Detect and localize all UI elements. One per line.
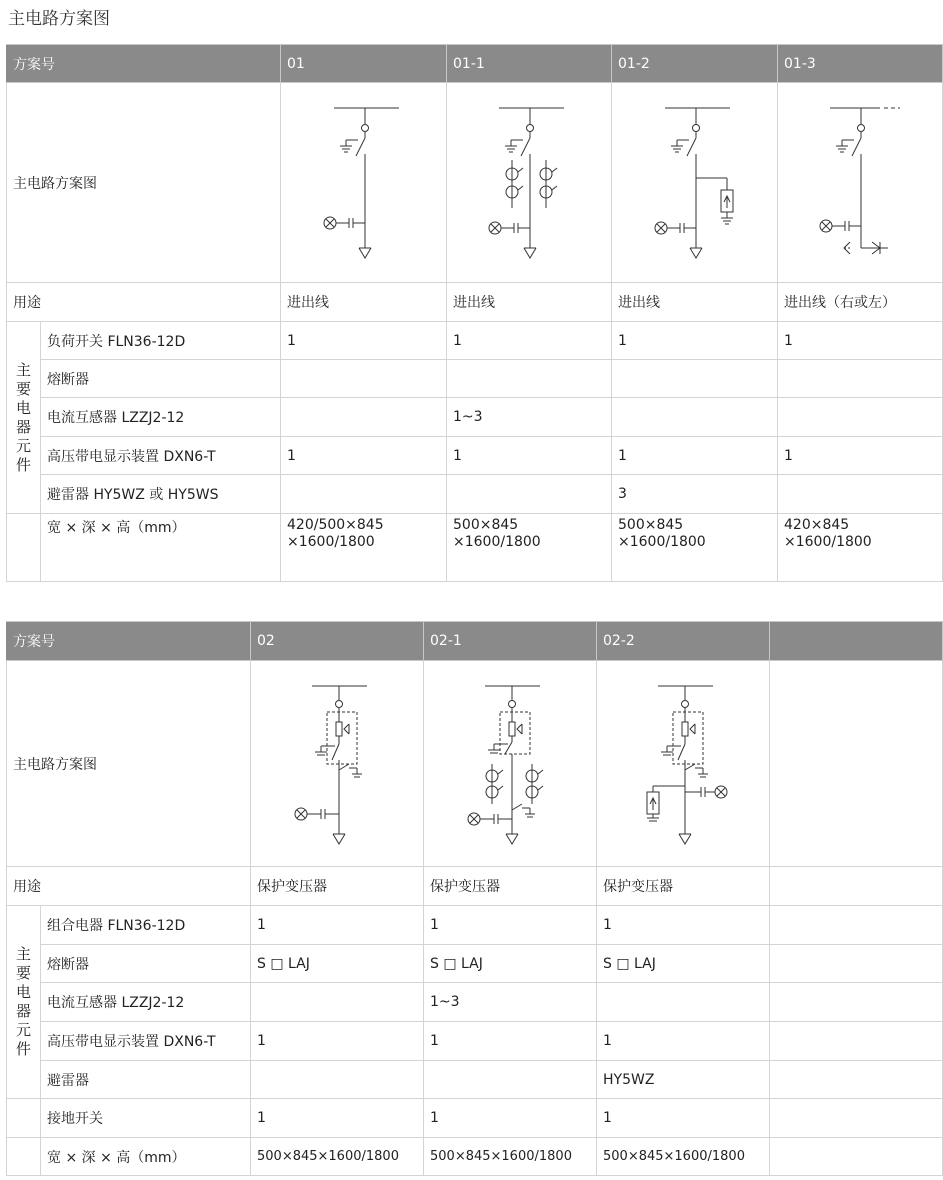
earthing-value [770,1099,943,1138]
circuit-diagram-02-1 [424,661,597,867]
component-value [778,398,943,437]
dimension-line: 420/500×845 [287,517,384,533]
usage-label: 用途 [7,283,281,322]
scheme-no: 02-1 [424,622,597,661]
component-row [7,906,943,945]
circuit-diagram-icon [304,98,424,268]
dimension-line: ×1600/1800 [453,534,541,550]
table-header-row [7,622,943,661]
component-value [778,475,943,514]
component-value [770,1061,943,1099]
scheme-no: 01-2 [612,45,778,83]
scheme-no: 01-3 [778,45,943,83]
component-value [447,360,612,398]
component-value [597,983,770,1022]
component-name: 高压带电显示装置 DXN6-T [41,437,281,475]
component-value [770,1022,943,1061]
dimension-line: 420×845 [784,517,850,533]
component-name: 高压带电显示装置 DXN6-T [41,1022,251,1061]
component-row [7,437,943,475]
scheme-table-2 [6,621,943,1176]
component-value: 1 [424,906,597,945]
usage-row [7,283,943,322]
dimension-label: 宽 × 深 × 高（mm） [41,514,281,582]
circuit-diagram-icon [623,674,743,854]
component-value [770,945,943,983]
empty-diagram-cell [770,661,943,867]
component-row [7,322,943,360]
component-row [7,945,943,983]
dimension-line: ×1600/1800 [784,534,872,550]
usage-value: 进出线 [447,283,612,322]
dimension-value [447,514,612,582]
scheme-no: 01 [281,45,447,83]
dimension-value [778,514,943,582]
circuit-diagram-01-1 [447,83,612,283]
component-name: 组合电器 FLN36-12D [41,906,251,945]
component-value: 3 [612,475,778,514]
component-value: 1 [597,906,770,945]
dimension-value: 500×845×1600/1800 [597,1138,770,1176]
usage-value: 进出线 [612,283,778,322]
component-name: 熔断器 [41,945,251,983]
component-name: 避雷器 [41,1061,251,1099]
earthing-value: 1 [424,1099,597,1138]
circuit-diagram-icon [800,98,920,268]
scheme-table-1 [6,44,943,582]
component-value: 1 [447,322,612,360]
component-name: 电流互感器 LZZJ2-12 [41,398,281,437]
usage-value: 进出线 [281,283,447,322]
component-value: S □ LAJ [597,945,770,983]
blank-cell [7,1099,41,1138]
main-components-label [7,322,41,514]
usage-value: 保护变压器 [251,867,424,906]
component-row [7,983,943,1022]
main-components-label [7,906,41,1099]
dimension-line: ×1600/1800 [287,534,375,550]
component-value [770,906,943,945]
diagram-label: 主电路方案图 [7,661,251,867]
component-value: 1 [251,1022,424,1061]
diagram-row [7,83,943,283]
component-value: 1 [447,437,612,475]
component-row [7,1022,943,1061]
component-name: 避雷器 HY5WZ 或 HY5WS [41,475,281,514]
main-components-text: 主要电器元件 [16,360,32,474]
dimension-value [281,514,447,582]
component-name: 熔断器 [41,360,281,398]
circuit-diagram-icon [469,98,589,268]
scheme-no-label: 方案号 [7,45,281,83]
scheme-no: 02 [251,622,424,661]
dimension-line: 500×845 [453,517,519,533]
circuit-diagram-icon [277,674,397,854]
main-components-text: 主要电器元件 [16,945,32,1058]
circuit-diagram-01-2 [612,83,778,283]
component-value [447,475,612,514]
dimension-row [7,514,943,582]
component-value: 1 [281,437,447,475]
component-value [251,1061,424,1099]
component-value [770,983,943,1022]
component-value: 1 [251,906,424,945]
component-name: 负荷开关 FLN36-12D [41,322,281,360]
usage-value: 进出线（右或左） [778,283,943,322]
component-row [7,1061,943,1099]
component-value: 1 [612,437,778,475]
earthing-row [7,1099,943,1138]
usage-value: 保护变压器 [597,867,770,906]
component-value [281,398,447,437]
circuit-diagram-02-2 [597,661,770,867]
dimension-line: 500×845 [618,517,684,533]
diagram-label: 主电路方案图 [7,83,281,283]
dimension-value: 500×845×1600/1800 [251,1138,424,1176]
usage-value [770,867,943,906]
dimension-label: 宽 × 深 × 高（mm） [41,1138,251,1176]
blank-cell [7,514,41,582]
diagram-row [7,661,943,867]
usage-row [7,867,943,906]
component-value: 1 [778,437,943,475]
component-value [778,360,943,398]
component-value: 1 [424,1022,597,1061]
component-value [281,360,447,398]
component-value [612,360,778,398]
earthing-value: 1 [251,1099,424,1138]
component-value: 1 [281,322,447,360]
component-value: 1 [612,322,778,360]
earthing-value: 1 [597,1099,770,1138]
component-value [281,475,447,514]
circuit-diagram-icon [450,674,570,854]
usage-label: 用途 [7,867,251,906]
dimension-value [770,1138,943,1176]
scheme-no [770,622,943,661]
component-row [7,475,943,514]
component-row [7,360,943,398]
component-value: S □ LAJ [424,945,597,983]
blank-cell [7,1138,41,1176]
earthing-label: 接地开关 [41,1099,251,1138]
component-value: S □ LAJ [251,945,424,983]
component-value: HY5WZ [597,1061,770,1099]
component-value [251,983,424,1022]
component-value [424,1061,597,1099]
component-row [7,398,943,437]
page-title: 主电路方案图 [8,9,110,29]
component-value [612,398,778,437]
dimension-line: ×1600/1800 [618,534,706,550]
component-value: 1~3 [447,398,612,437]
component-name: 电流互感器 LZZJ2-12 [41,983,251,1022]
table-header-row [7,45,943,83]
dimension-row [7,1138,943,1176]
scheme-no-label: 方案号 [7,622,251,661]
scheme-no: 02-2 [597,622,770,661]
dimension-value: 500×845×1600/1800 [424,1138,597,1176]
component-value: 1 [778,322,943,360]
usage-value: 保护变压器 [424,867,597,906]
component-value: 1 [597,1022,770,1061]
circuit-diagram-01-3 [778,83,943,283]
circuit-diagram-icon [635,98,755,268]
circuit-diagram-01 [281,83,447,283]
component-value: 1~3 [424,983,597,1022]
circuit-diagram-02 [251,661,424,867]
dimension-value [612,514,778,582]
scheme-no: 01-1 [447,45,612,83]
